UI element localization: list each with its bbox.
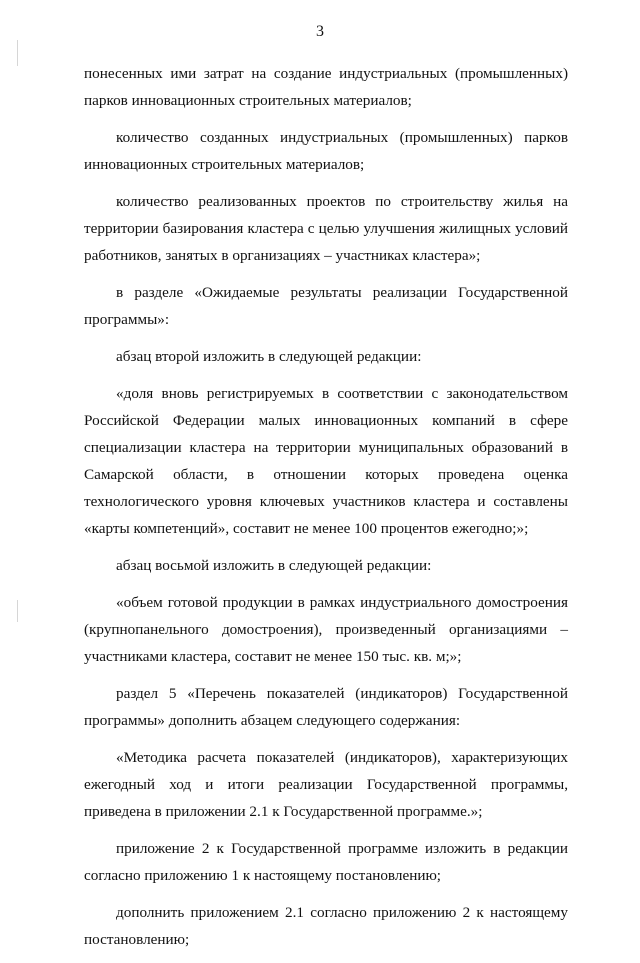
document-line: постановлению;	[84, 931, 190, 948]
document-line: территории базирования кластера с целью улучшения жилищных условий	[84, 220, 568, 237]
document-line: понесенных ими затрат на создание индустриальных (промышленных)	[84, 65, 568, 82]
document-line: абзац второй изложить в следующей редакции:	[116, 348, 422, 365]
document-line: «доля вновь регистрируемых в соответствии с законодательством	[116, 385, 568, 402]
document-line: программы» дополнить абзацем следующего содержания:	[84, 712, 461, 729]
document-line: раздел 5 «Перечень показателей (индикаторов) Государственной	[116, 685, 568, 702]
document-line: участниками кластера, составит не менее 150 тыс. кв. м;»;	[84, 648, 462, 665]
document-line: технологического уровня ключевых участников кластера и составлены	[84, 493, 568, 510]
document-line: «Методика расчета показателей (индикаторов), характеризующих	[116, 749, 568, 766]
document-line: Самарской области, в отношении которых проведена оценка	[84, 466, 568, 483]
page-number: 3	[316, 23, 324, 40]
scan-edge-mark	[17, 600, 18, 622]
document-line: Российской Федерации малых инновационных компаний в сфере	[84, 412, 568, 429]
document-line: дополнить приложением 2.1 согласно приложению 2 к настоящему	[116, 904, 568, 921]
scan-edge-mark	[17, 40, 18, 66]
document-line: специализации кластера на территории муниципальных образований в	[84, 439, 568, 456]
document-line: «карты компетенций», составит не менее 100 процентов ежегодно;»;	[84, 520, 529, 537]
document-line: (крупнопанельного домостроения), произведенный организациями –	[84, 621, 568, 638]
document-line: количество реализованных проектов по строительству жилья на	[116, 193, 568, 210]
document-line: программы»:	[84, 311, 170, 328]
document-line: инновационных строительных материалов;	[84, 156, 365, 173]
document-line: «объем готовой продукции в рамках индустриального домостроения	[116, 594, 568, 611]
document-line: работников, занятых в организациях – участниках кластера»;	[84, 247, 481, 264]
document-line: количество созданных индустриальных (промышленных) парков	[116, 129, 568, 146]
document-line: в разделе «Ожидаемые результаты реализации Государственной	[116, 284, 568, 301]
document-line: парков инновационных строительных материалов;	[84, 92, 412, 109]
document-line: согласно приложению 1 к настоящему постановлению;	[84, 867, 442, 884]
document-line: приведена в приложении 2.1 к Государственной программе.»;	[84, 803, 483, 820]
document-line: ежегодный ход и итоги реализации Государственной программы,	[84, 776, 568, 793]
document-line: абзац восьмой изложить в следующей редакции:	[116, 557, 432, 574]
document-line: приложение 2 к Государственной программе изложить в редакции	[116, 840, 568, 857]
document-body	[84, 60, 568, 963]
